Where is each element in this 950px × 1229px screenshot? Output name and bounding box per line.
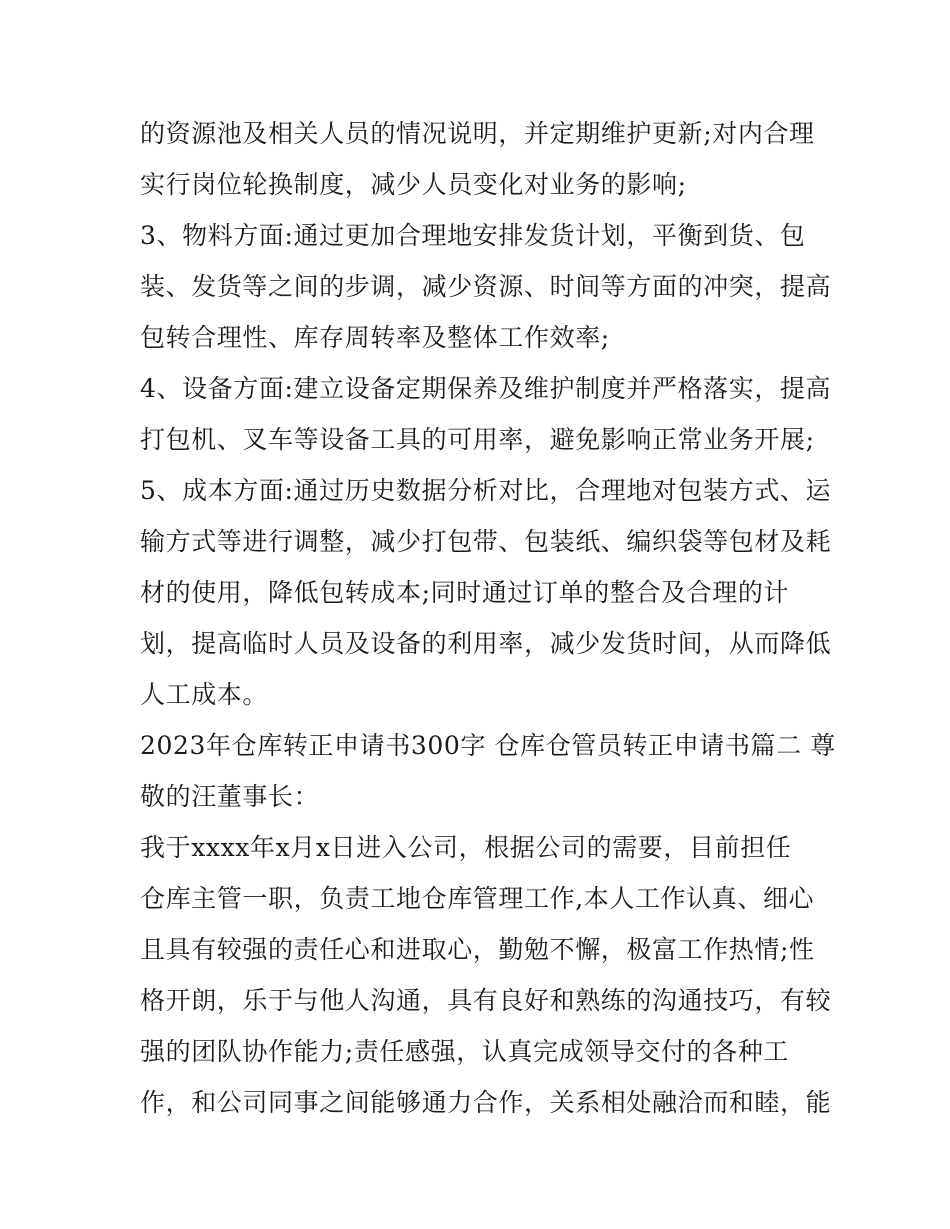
- text-line: 5、成本方面:通过历史数据分析对比，合理地对包装方式、运: [140, 476, 832, 505]
- text-line: 格开朗，乐于与他人沟通，具有良好和熟练的沟通技巧，有较: [140, 986, 832, 1015]
- text-line: 人工成本。: [140, 680, 269, 709]
- text-line: 且具有较强的责任心和进取心，勤勉不懈，极富工作热情;性: [140, 935, 815, 964]
- text-line: 的资源池及相关人员的情况说明，并定期维护更新;对内合理: [140, 119, 815, 148]
- text-line: 划，提高临时人员及设备的利用率，减少发货时间，从而降低: [140, 629, 832, 658]
- text-line: 实行岗位轮换制度，减少人员变化对业务的影响;: [140, 170, 687, 199]
- salutation-line: 敬的汪董事长：: [140, 782, 320, 811]
- text-line: 强的团队协作能力;责任感强，认真完成领导交付的各种工: [140, 1037, 790, 1066]
- body-text: [140, 108, 836, 1128]
- text-line: 装、发货等之间的步调，减少资源、时间等方面的冲突，提高: [140, 272, 832, 301]
- text-line: 4、设备方面:建立设备定期保养及维护制度并严格落实，提高: [140, 374, 832, 403]
- text-line: 仓库主管一职，负责工地仓库管理工作,本人工作认真、细心: [140, 884, 815, 913]
- text-line: 作，和公司同事之间能够通力合作，关系相处融洽而和睦，能: [140, 1088, 832, 1117]
- text-line: 输方式等进行调整，减少打包带、包装纸、编织袋等包材及耗: [140, 527, 832, 556]
- section-heading-line: 2023年仓库转正申请书300字 仓库仓管员转正申请书篇二 尊: [140, 731, 836, 760]
- text-line: 打包机、叉车等设备工具的可用率，避免影响正常业务开展;: [140, 425, 815, 454]
- text-line: 包转合理性、库存周转率及整体工作效率;: [140, 323, 610, 352]
- text-line: 我于xxxx年x月x日进入公司，根据公司的需要，目前担任: [140, 833, 792, 862]
- text-line: 材的使用，降低包转成本;同时通过订单的整合及合理的计: [140, 578, 790, 607]
- text-line: 3、物料方面:通过更加合理地安排发货计划，平衡到货、包: [140, 221, 806, 250]
